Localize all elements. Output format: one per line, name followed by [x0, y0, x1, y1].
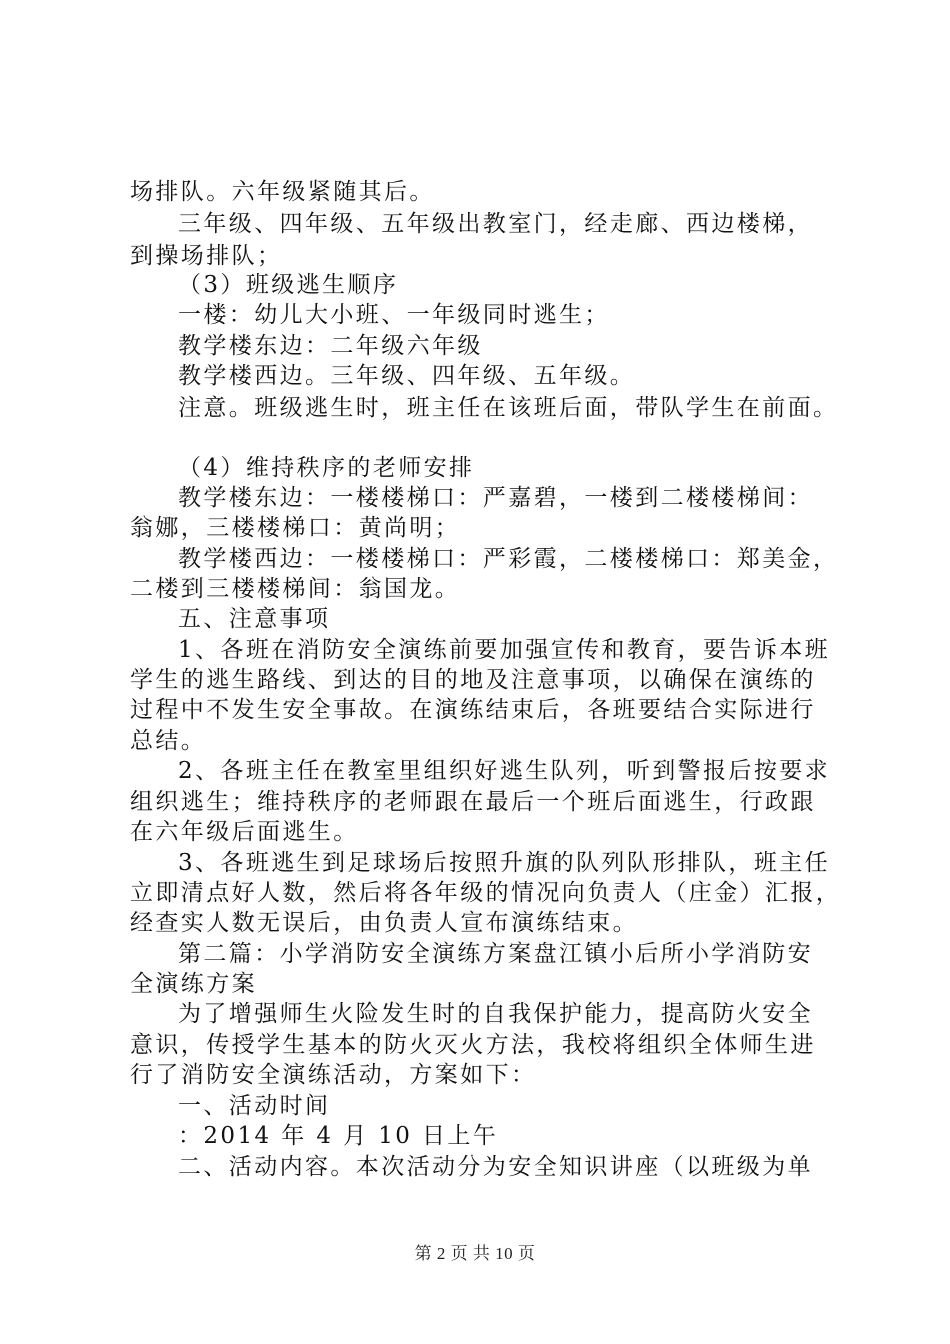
text-line: 过程中不发生安全事故。在演练结束后，各班要结合实际进行: [130, 697, 816, 723]
text-line: 经查实人数无误后，由负责人宣布演练结束。: [130, 910, 638, 936]
text-line: 意识，传授学生基本的防火灭火方法，我校将组织全体师生进: [130, 1032, 816, 1058]
text-line: 一楼：幼儿大小班、一年级同时逃生；: [178, 302, 610, 328]
page-footer: 第 2 页 共 10 页: [414, 1244, 536, 1263]
section-heading: 五、注意事项: [178, 606, 331, 632]
text-line: 立即清点好人数，然后将各年级的情况向负责人（庄金）汇报，: [130, 880, 842, 906]
text-line: 到操场排队；: [130, 243, 283, 269]
text-line: 组织逃生；维持秩序的老师跟在最后一个班后面逃生，行政跟: [130, 789, 816, 815]
text-line: ：2014 年 4 月 10 日上午: [178, 1123, 499, 1149]
text-line: 场排队。六年级紧随其后。: [130, 179, 435, 205]
text-line: 行了消防安全演练活动，方案如下：: [130, 1062, 537, 1088]
text-line: 注意。班级逃生时，班主任在该班后面，带队学生在前面。: [178, 395, 839, 421]
text-line: 总结。: [130, 728, 207, 754]
text-line: 三年级、四年级、五年级出教室门，经走廊、西边楼梯，: [178, 211, 813, 237]
text-line: 翁娜，三楼楼梯口：黄尚明；: [130, 515, 461, 541]
text-line: 二、活动内容。本次活动分为安全知识讲座（以班级为单: [178, 1154, 813, 1180]
text-line: 教学楼东边：一楼楼梯口：严嘉碧，一楼到二楼楼梯间：: [178, 485, 813, 511]
text-line: 教学楼东边：二年级六年级: [178, 333, 483, 359]
text-line: 全演练方案: [130, 971, 257, 997]
text-line: 2、各班主任在教室里组织好逃生队列，听到警报后按要求: [178, 758, 831, 784]
text-line: 学生的逃生路线、到达的目的地及注意事项，以确保在演练的: [130, 667, 816, 693]
text-line: 1、各班在消防安全演练前要加强宣传和教育，要告诉本班: [178, 637, 831, 663]
section-heading: 一、活动时间: [178, 1093, 331, 1119]
text-line: 在六年级后面逃生。: [130, 819, 359, 845]
text-line: （3）班级逃生顺序: [178, 272, 399, 298]
text-line: 二楼到三楼楼梯间：翁国龙。: [130, 576, 461, 602]
section-heading: （4）维持秩序的老师安排: [178, 455, 475, 481]
text-line: 教学楼西边：一楼楼梯口：严彩霞，二楼楼梯口：郑美金，: [178, 546, 839, 572]
text-line: 为了增强师生火险发生时的自我保护能力，提高防火安全: [178, 1001, 813, 1027]
section-heading: 第二篇：小学消防安全演练方案盘江镇小后所小学消防安: [178, 941, 813, 967]
text-line: 3、各班逃生到足球场后按照升旗的队列队形排队，班主任: [178, 850, 831, 876]
text-line: 教学楼西边。三年级、四年级、五年级。: [178, 363, 636, 389]
